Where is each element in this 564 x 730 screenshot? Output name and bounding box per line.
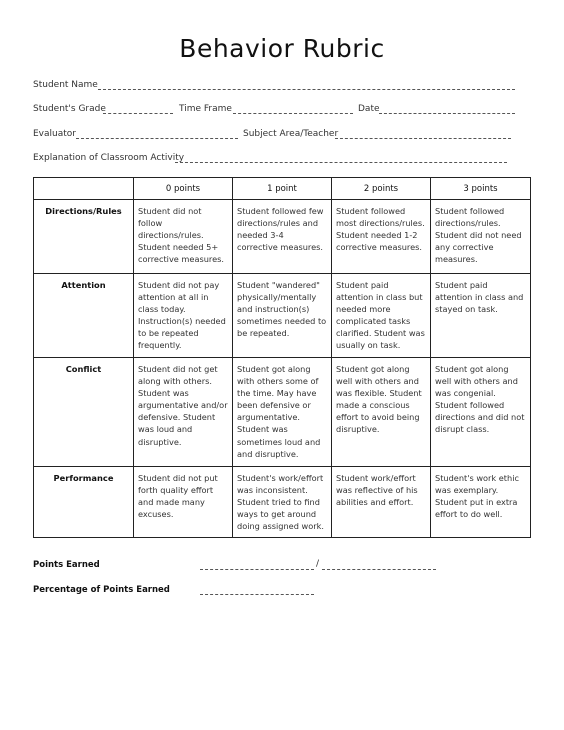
time-frame-field[interactable]: [233, 113, 353, 114]
points-earned-field[interactable]: [200, 569, 314, 570]
page-title: Behavior Rubric: [179, 34, 385, 63]
header-0-points: 0 points: [134, 178, 233, 200]
table-row: [34, 200, 531, 274]
time-frame-label: Time Frame: [179, 104, 232, 114]
table-cell: Student followed directions/rules. Student did not need any corrective measures.: [431, 200, 531, 274]
subject-teacher-label: Subject Area/Teacher: [243, 129, 339, 139]
table-row: [34, 358, 531, 467]
table-cell: Student followed most directions/rules. Student needed 1-2 corrective measures.: [332, 200, 431, 274]
table-cell: Student did not pay attention at all in class today. Instruction(s) needed to be repeated frequently.: [134, 274, 233, 358]
table-cell: Student did not follow directions/rules. Student needed 5+ corrective measures.: [134, 200, 233, 274]
table-cell: Student got along well with others and was congenial. Student followed directions and did not disrupt class.: [431, 358, 531, 467]
points-possible-field[interactable]: [322, 569, 436, 570]
row-label-conflict: Conflict: [34, 358, 134, 467]
header-2-points: 2 points: [332, 178, 431, 200]
student-grade-field[interactable]: [103, 113, 173, 114]
row-label-attention: Attention: [34, 274, 134, 358]
table-cell: Student got along well with others and was flexible. Student made a conscious effort to avoid being disruptive.: [332, 358, 431, 467]
percentage-earned-field[interactable]: [200, 594, 314, 595]
points-separator: /: [316, 559, 320, 569]
table-cell: Student's work/effort was inconsistent. Student tried to find ways to get around doing assigned work.: [233, 467, 332, 538]
table-row: [34, 467, 531, 538]
rubric-table: [33, 177, 531, 538]
explanation-label: Explanation of Classroom Activity: [33, 153, 185, 163]
subject-teacher-field[interactable]: [335, 138, 511, 139]
row-label-directions-rules: Directions/Rules: [34, 200, 134, 274]
explanation-field[interactable]: [175, 162, 507, 163]
table-cell: Student "wandered" physically/mentally and instruction(s) sometimes needed to be repeated.: [233, 274, 332, 358]
table-cell: Student paid attention in class and stayed on task.: [431, 274, 531, 358]
student-name-label: Student Name: [33, 80, 98, 90]
header-row: [34, 178, 531, 200]
student-grade-label: Student's Grade: [33, 104, 106, 114]
evaluator-label: Evaluator: [33, 129, 76, 139]
table-cell: Student did not get along with others. Student was argumentative and/or defensive. Student was loud and disruptive.: [134, 358, 233, 467]
table-cell: Student paid attention in class but needed more complicated tasks clarified. Student was usually on task.: [332, 274, 431, 358]
header-empty: [34, 178, 134, 200]
table-row: [34, 274, 531, 358]
date-field[interactable]: [379, 113, 515, 114]
row-label-performance: Performance: [34, 467, 134, 538]
table-cell: Student did not put forth quality effort and made many excuses.: [134, 467, 233, 538]
table-cell: Student got along with others some of the time. May have been defensive or argumentative. Student was sometimes loud and and disruptive.: [233, 358, 332, 467]
table-cell: Student work/effort was reflective of his abilities and effort.: [332, 467, 431, 538]
header-3-points: 3 points: [431, 178, 531, 200]
points-earned-label: Points Earned: [33, 560, 100, 570]
table-cell: Student followed few directions/rules and needed 3-4 corrective measures.: [233, 200, 332, 274]
date-label: Date: [358, 104, 380, 114]
student-name-field[interactable]: [98, 89, 515, 90]
evaluator-field[interactable]: [76, 138, 238, 139]
percentage-earned-label: Percentage of Points Earned: [33, 585, 170, 595]
table-cell: Student's work ethic was exemplary. Student put in extra effort to do well.: [431, 467, 531, 538]
header-1-point: 1 point: [233, 178, 332, 200]
